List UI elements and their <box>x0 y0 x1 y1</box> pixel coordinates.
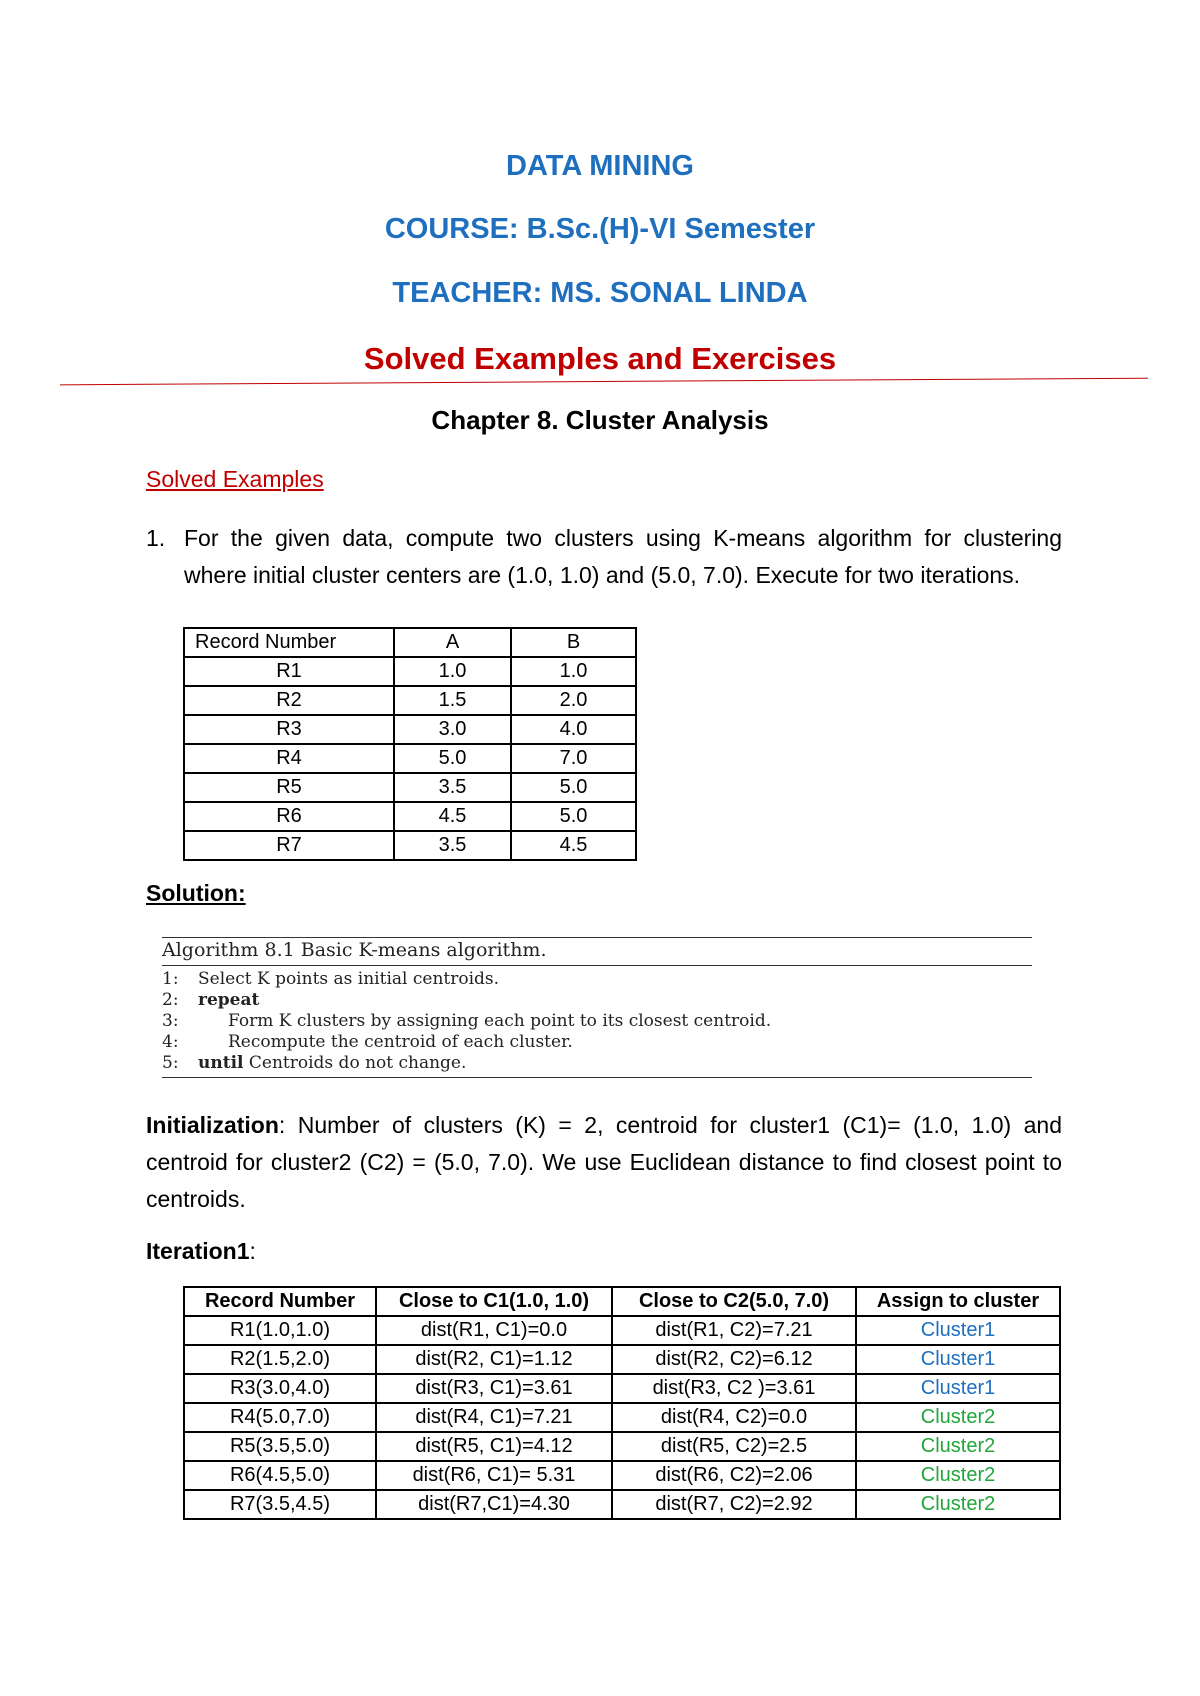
algorithm-step <box>162 969 499 989</box>
step-number: 5: <box>162 1053 179 1073</box>
table-row <box>184 1490 1060 1519</box>
question-1 <box>146 520 1062 594</box>
step-text: Recompute the centroid of each cluster. <box>228 1032 573 1052</box>
algorithm-top-rule <box>162 937 1032 938</box>
cell-dist-c1: dist(R4, C1)=7.21 <box>376 1403 612 1432</box>
step-text: Centroids do not change. <box>243 1053 467 1073</box>
cell-cluster: Cluster2 <box>856 1461 1060 1490</box>
cell-dist-c1: dist(R5, C1)=4.12 <box>376 1432 612 1461</box>
cell-record: R6(4.5,5.0) <box>184 1461 376 1490</box>
table-row <box>184 657 636 686</box>
cell-dist-c2: dist(R4, C2)=0.0 <box>612 1403 856 1432</box>
table-row <box>184 744 636 773</box>
header-a: A <box>394 628 511 657</box>
cell-cluster: Cluster2 <box>856 1490 1060 1519</box>
algorithm-step <box>162 1053 466 1073</box>
cell-record: R7(3.5,4.5) <box>184 1490 376 1519</box>
cell-dist-c2: dist(R7, C2)=2.92 <box>612 1490 856 1519</box>
cell-a: 3.0 <box>394 715 511 744</box>
teacher-line: TEACHER: MS. SONAL LINDA <box>392 277 808 309</box>
question-number: 1. <box>146 525 166 551</box>
cell-record: R3(3.0,4.0) <box>184 1374 376 1403</box>
cell-b: 2.0 <box>511 686 636 715</box>
table-row <box>184 802 636 831</box>
cell-a: 3.5 <box>394 773 511 802</box>
cell-record: R4 <box>184 744 394 773</box>
cell-record: R3 <box>184 715 394 744</box>
data-table <box>183 627 637 861</box>
table-row <box>184 773 636 802</box>
subject-title: DATA MINING <box>506 150 694 182</box>
question-text: For the given data, compute two clusters using K-means algorithm for clustering where initial cluster centers are (1.0, 1.0) and (5.0, 7.0). Execute for two iterations. <box>184 525 1062 588</box>
header-record-number: Record Number <box>184 628 394 657</box>
cell-cluster: Cluster2 <box>856 1403 1060 1432</box>
table-row <box>184 1374 1060 1403</box>
cell-a: 3.5 <box>394 831 511 860</box>
iteration-heading <box>146 1238 256 1265</box>
header-b: B <box>511 628 636 657</box>
cell-dist-c1: dist(R3, C1)=3.61 <box>376 1374 612 1403</box>
algorithm-step <box>162 1032 573 1052</box>
cell-a: 4.5 <box>394 802 511 831</box>
cell-record: R7 <box>184 831 394 860</box>
step-text: Select K points as initial centroids. <box>198 969 500 989</box>
step-number: 4: <box>162 1032 179 1052</box>
algorithm-bottom-rule <box>162 1077 1032 1078</box>
solution-label: Solution: <box>146 880 246 906</box>
cell-record: R5(3.5,5.0) <box>184 1432 376 1461</box>
cell-dist-c1: dist(R6, C1)= 5.31 <box>376 1461 612 1490</box>
table-row <box>184 1432 1060 1461</box>
cell-dist-c2: dist(R1, C2)=7.21 <box>612 1316 856 1345</box>
cell-b: 4.0 <box>511 715 636 744</box>
iteration-table <box>183 1286 1061 1520</box>
cell-dist-c1: dist(R1, C1)=0.0 <box>376 1316 612 1345</box>
course-line: COURSE: B.Sc.(H)-VI Semester <box>384 213 816 245</box>
initialization-label: Initialization <box>146 1112 279 1138</box>
header-assign-cluster: Assign to cluster <box>856 1287 1060 1316</box>
iteration-suffix: : <box>249 1238 256 1264</box>
step-keyword: repeat <box>198 990 260 1010</box>
iteration-label: Iteration1 <box>146 1238 250 1264</box>
cell-cluster: Cluster2 <box>856 1432 1060 1461</box>
cell-record: R2 <box>184 686 394 715</box>
cell-dist-c2: dist(R6, C2)=2.06 <box>612 1461 856 1490</box>
cell-cluster: Cluster1 <box>856 1345 1060 1374</box>
algorithm-title-rule <box>162 965 1032 966</box>
table-row <box>184 1403 1060 1432</box>
chapter-heading: Chapter 8. Cluster Analysis <box>431 405 769 435</box>
cell-record: R4(5.0,7.0) <box>184 1403 376 1432</box>
iteration-table-header-row <box>184 1287 1060 1316</box>
table-row <box>184 1345 1060 1374</box>
cell-b: 1.0 <box>511 657 636 686</box>
title-divider <box>60 378 1148 386</box>
table-row <box>184 831 636 860</box>
cell-cluster: Cluster1 <box>856 1316 1060 1345</box>
cell-b: 4.5 <box>511 831 636 860</box>
cell-dist-c2: dist(R3, C2 )=3.61 <box>612 1374 856 1403</box>
table-row <box>184 1316 1060 1345</box>
cell-record: R2(1.5,2.0) <box>184 1345 376 1374</box>
algorithm-box <box>162 937 1032 1079</box>
algorithm-step <box>162 990 259 1010</box>
algorithm-title: Algorithm 8.1 Basic K-means algorithm. <box>162 939 547 961</box>
initialization-paragraph <box>146 1107 1062 1218</box>
cell-a: 1.0 <box>394 657 511 686</box>
step-number: 3: <box>162 1011 179 1031</box>
table-row <box>184 715 636 744</box>
cell-record: R5 <box>184 773 394 802</box>
cell-b: 5.0 <box>511 802 636 831</box>
algorithm-step <box>162 1011 771 1031</box>
step-number: 2: <box>162 990 179 1010</box>
cell-record: R6 <box>184 802 394 831</box>
cell-dist-c1: dist(R2, C1)=1.12 <box>376 1345 612 1374</box>
step-keyword: until <box>198 1053 244 1073</box>
cell-record: R1(1.0,1.0) <box>184 1316 376 1345</box>
cell-b: 7.0 <box>511 744 636 773</box>
table-row <box>184 1461 1060 1490</box>
initialization-text: : Number of clusters (K) = 2, centroid for cluster1 (C1)= (1.0, 1.0) and centroid for cluster2 (C2) = (5.0, 7.0). We use Euclidean distance to find closest point to centroids. <box>146 1112 1062 1212</box>
header-close-to-c2: Close to C2(5.0, 7.0) <box>612 1287 856 1316</box>
cell-a: 1.5 <box>394 686 511 715</box>
cell-record: R1 <box>184 657 394 686</box>
document-title: Solved Examples and Exercises <box>363 341 837 376</box>
cell-a: 5.0 <box>394 744 511 773</box>
header-record-number: Record Number <box>184 1287 376 1316</box>
step-number: 1: <box>162 969 179 989</box>
cell-b: 5.0 <box>511 773 636 802</box>
data-table-header-row <box>184 628 636 657</box>
solved-examples-heading: Solved Examples <box>146 466 324 492</box>
header-close-to-c1: Close to C1(1.0, 1.0) <box>376 1287 612 1316</box>
cell-cluster: Cluster1 <box>856 1374 1060 1403</box>
cell-dist-c1: dist(R7,C1)=4.30 <box>376 1490 612 1519</box>
step-text: Form K clusters by assigning each point to its closest centroid. <box>228 1011 772 1031</box>
table-row <box>184 686 636 715</box>
cell-dist-c2: dist(R2, C2)=6.12 <box>612 1345 856 1374</box>
cell-dist-c2: dist(R5, C2)=2.5 <box>612 1432 856 1461</box>
